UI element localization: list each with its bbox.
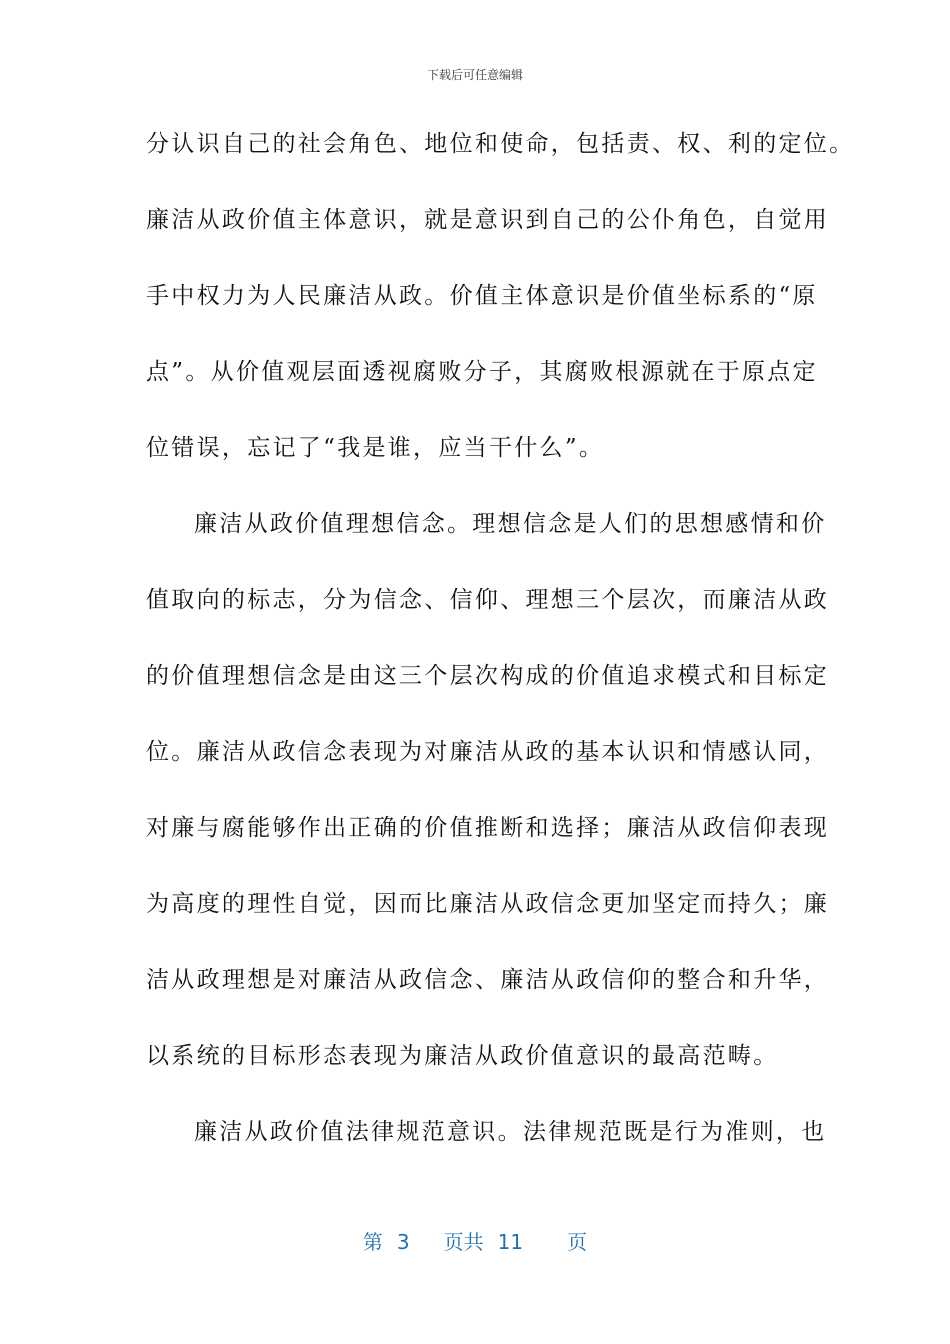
- text-line: 分认识自己的社会角色、地位和使命，包括责、权、利的定位。: [146, 131, 855, 157]
- page-footer: [0, 1226, 950, 1255]
- paragraph-first-line: 廉洁从政价值法律规范意识。法律规范既是行为准则，也: [194, 1119, 827, 1145]
- paragraph-first-line: 廉洁从政价值理想信念。理想信念是人们的思想感情和价: [194, 511, 827, 537]
- footer-suffix: 页: [567, 1230, 588, 1254]
- document-body: [146, 122, 855, 1186]
- page-header: 下载后可任意编辑: [426, 68, 523, 82]
- text-line: 的价值理想信念是由这三个层次构成的价值追求模式和目标定: [146, 663, 830, 689]
- total-pages-number: 11: [497, 1230, 524, 1254]
- footer-prefix: 第: [362, 1230, 383, 1254]
- footer-middle: 页共: [443, 1230, 484, 1254]
- text-line: 点”。从价值观层面透视腐败分子，其腐败根源就在于原点定: [146, 359, 818, 385]
- text-line: 廉洁从政价值主体意识，就是意识到自己的公仆角色，自觉用: [146, 207, 830, 233]
- text-line: 洁从政理想是对廉洁从政信念、廉洁从政信仰的整合和升华，: [146, 967, 830, 993]
- current-page-number: 3: [396, 1230, 410, 1254]
- text-line: 值取向的标志，分为信念、信仰、理想三个层次，而廉洁从政: [146, 587, 830, 613]
- text-line: 手中权力为人民廉洁从政。价值主体意识是价值坐标系的“原: [146, 283, 818, 309]
- text-line: 为高度的理性自觉，因而比廉洁从政信念更加坚定而持久；廉: [146, 891, 830, 917]
- text-line: 位。廉洁从政信念表现为对廉洁从政的基本认识和情感认同，: [146, 739, 830, 765]
- text-line: 对廉与腐能够作出正确的价值推断和选择；廉洁从政信仰表现: [146, 815, 830, 841]
- text-line: 以系统的目标形态表现为廉洁从政价值意识的最高范畴。: [146, 1043, 779, 1069]
- text-line: 位错误，忘记了“我是谁，应当干什么”。: [146, 435, 605, 461]
